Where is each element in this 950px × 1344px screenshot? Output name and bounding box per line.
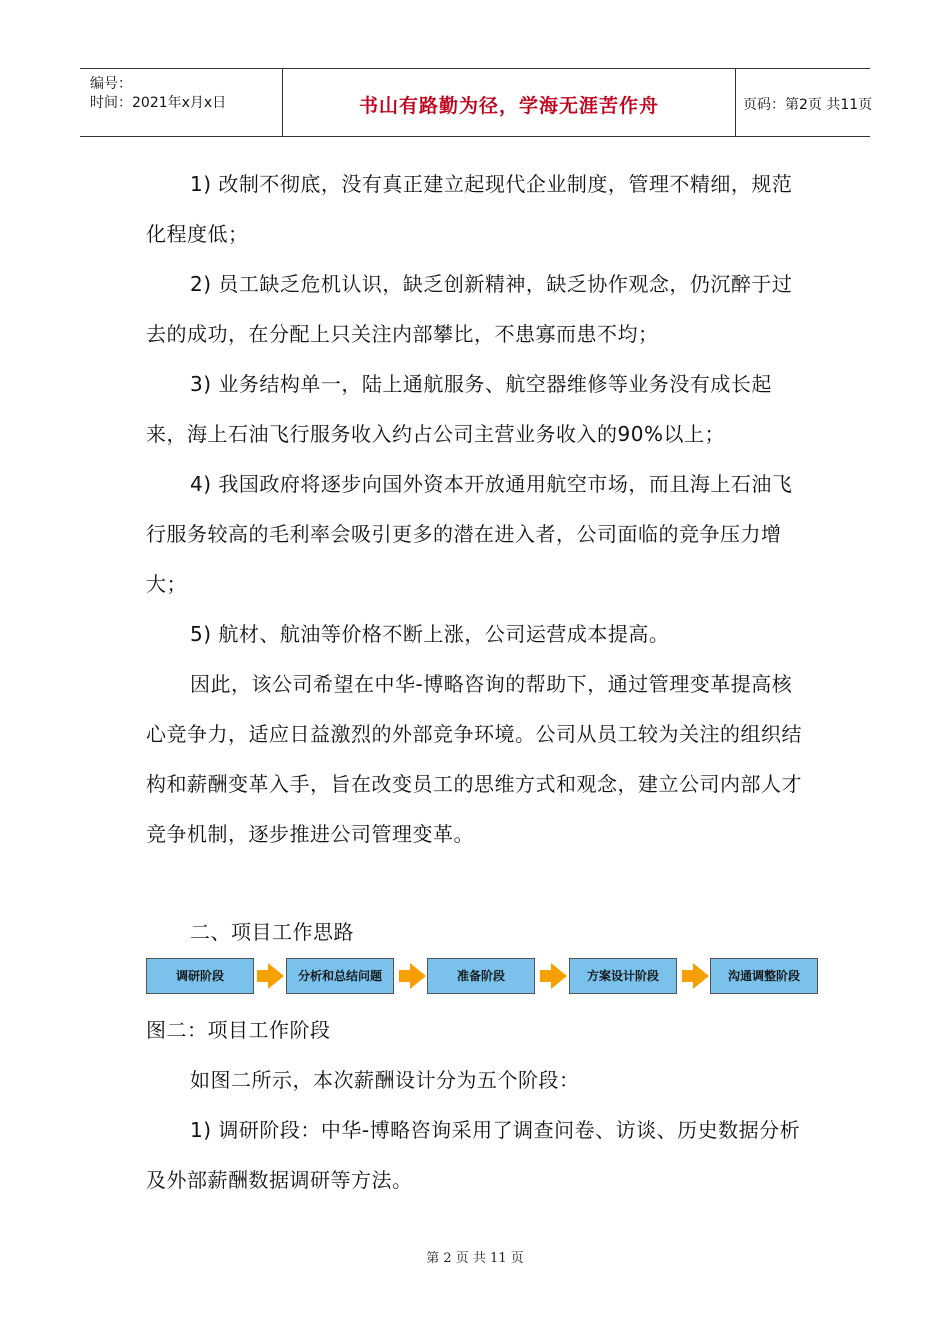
header-page-cell bbox=[735, 69, 873, 136]
stage-box: 分析和总结问题 bbox=[286, 958, 394, 994]
project-stage-flow bbox=[146, 955, 826, 997]
right-arrow-icon bbox=[268, 963, 284, 989]
body-paragraph: 因此，该公司希望在中华-博略咨询的帮助下，通过管理变革提高核心竞争力，适应日益激烈的外部竞争环境。公司从员工较为关注的组织结构和薪酬变革入手，旨在改变员工的思维方式和观念，建立公司内部人才竞争机制，逐步推进公司管理变革。 bbox=[146, 672, 802, 846]
body-paragraph: 5) 航材、航油等价格不断上涨，公司运营成本提高。 bbox=[190, 622, 670, 646]
document-time-label: 时间：2021年x月x日 bbox=[90, 95, 227, 111]
body-paragraph: 如图二所示，本次薪酬设计分为五个阶段： bbox=[190, 1068, 580, 1092]
stage-box: 准备阶段 bbox=[427, 958, 535, 994]
body-paragraph: 2) 员工缺乏危机认识，缺乏创新精神，缺乏协作观念，仍沉醉于过去的成功，在分配上只关注内部攀比，不患寡而患不均； bbox=[146, 272, 793, 346]
right-arrow-icon bbox=[693, 963, 709, 989]
header-meta-cell bbox=[80, 69, 282, 136]
header-page-code: 页码：第2页 共11页 bbox=[743, 97, 873, 113]
section-title: 二、项目工作思路 bbox=[190, 920, 354, 944]
figure-caption: 图二：项目工作阶段 bbox=[146, 1018, 331, 1042]
header-motto: 书山有路勤为径，学海无涯苦作舟 bbox=[358, 95, 659, 117]
page-header bbox=[80, 68, 873, 137]
document-number-label: 编号： bbox=[90, 76, 132, 92]
right-arrow-icon bbox=[410, 963, 426, 989]
body-paragraph: 3) 业务结构单一，陆上通航服务、航空器维修等业务没有成长起来，海上石油飞行服务收入约占公司主营业务收入的90%以上； bbox=[146, 372, 772, 446]
stage-box: 沟通调整阶段 bbox=[710, 958, 818, 994]
body-paragraph: 1) 改制不彻底，没有真正建立起现代企业制度，管理不精细，规范化程度低； bbox=[146, 172, 793, 246]
stage-box: 调研阶段 bbox=[146, 958, 254, 994]
right-arrow-icon bbox=[551, 963, 567, 989]
stage-box: 方案设计阶段 bbox=[569, 958, 677, 994]
body-paragraph: 4) 我国政府将逐步向国外资本开放通用航空市场，而且海上石油飞行服务较高的毛利率会吸引更多的潜在进入者，公司面临的竞争压力增大； bbox=[146, 472, 793, 596]
header-motto-cell bbox=[282, 69, 736, 136]
page-footer: 第 2 页 共 11 页 bbox=[426, 1251, 524, 1266]
body-paragraph: 1) 调研阶段：中华-博略咨询采用了调查问卷、访谈、历史数据分析及外部薪酬数据调研等方法。 bbox=[146, 1118, 801, 1192]
